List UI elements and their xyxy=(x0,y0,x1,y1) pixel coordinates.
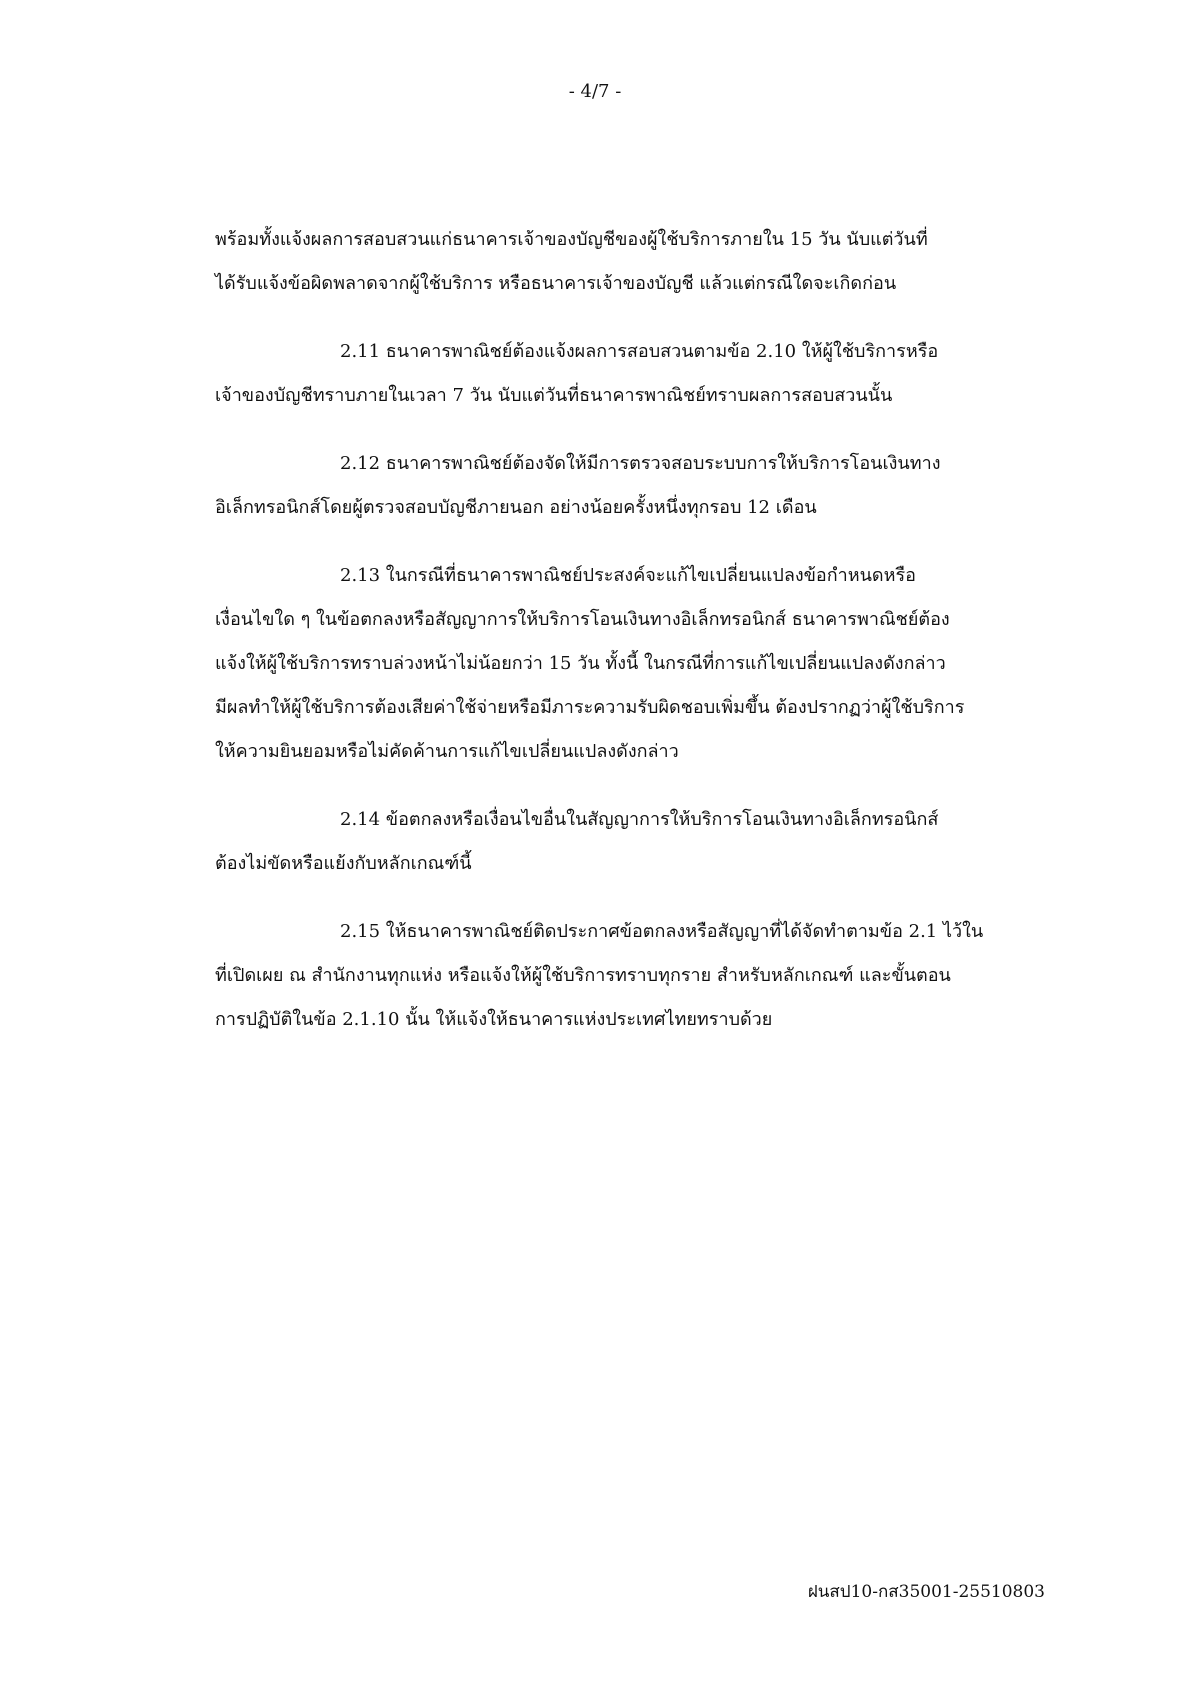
paragraph-line: เจ้าของบัญชีทราบภายในเวลา 7 วัน นับแต่วันที่ธนาคารพาณิชย์ทราบผลการสอบสวนนั้น xyxy=(215,385,893,406)
paragraph-line: 2.12 ธนาคารพาณิชย์ต้องจัดให้มีการตรวจสอบระบบการให้บริการโอนเงินทาง xyxy=(340,453,941,474)
paragraph-line: การปฏิบัติในข้อ 2.1.10 นั้น ให้แจ้งให้ธนาคารแห่งประเทศไทยทราบด้วย xyxy=(215,1009,773,1030)
paragraph-line: ให้ความยินยอมหรือไม่คัดค้านการแก้ไขเปลี่ยนแปลงดังกล่าว xyxy=(215,741,679,762)
document-body xyxy=(215,218,1045,1042)
paragraph-line: 2.14 ข้อตกลงหรือเงื่อนไขอื่นในสัญญาการให้บริการโอนเงินทางอิเล็กทรอนิกส์ xyxy=(340,809,939,830)
paragraph-line: 2.13 ในกรณีที่ธนาคารพาณิชย์ประสงค์จะแก้ไขเปลี่ยนแปลงข้อกำหนดหรือ xyxy=(340,565,916,586)
paragraph-line: ได้รับแจ้งข้อผิดพลาดจากผู้ใช้บริการ หรือธนาคารเจ้าของบัญชี แล้วแต่กรณีใดจะเกิดก่อน xyxy=(215,273,897,294)
document-code: ฝนสป10-กส35001-25510803 xyxy=(807,1582,1045,1602)
paragraph-line: ต้องไม่ขัดหรือแย้งกับหลักเกณฑ์นี้ xyxy=(215,853,472,874)
paragraph-continuation xyxy=(215,218,1045,306)
paragraph-line: 2.11 ธนาคารพาณิชย์ต้องแจ้งผลการสอบสวนตามข้อ 2.10 ให้ผู้ใช้บริการหรือ xyxy=(340,341,939,362)
paragraph-2-14 xyxy=(215,798,1045,886)
paragraph-line: เงื่อนไขใด ๆ ในข้อตกลงหรือสัญญาการให้บริการโอนเงินทางอิเล็กทรอนิกส์ ธนาคารพาณิชย์ต้อง xyxy=(215,609,950,630)
paragraph-line: อิเล็กทรอนิกส์โดยผู้ตรวจสอบบัญชีภายนอก อย่างน้อยครั้งหนึ่งทุกรอบ 12 เดือน xyxy=(215,497,817,518)
page-number: - 4/7 - xyxy=(568,81,622,102)
paragraph-line: แจ้งให้ผู้ใช้บริการทราบล่วงหน้าไม่น้อยกว่า 15 วัน ทั้งนี้ ในกรณีที่การแก้ไขเปลี่ยนแปลงดังกล่าว xyxy=(215,653,946,674)
paragraph-line: พร้อมทั้งแจ้งผลการสอบสวนแก่ธนาคารเจ้าของบัญชีของผู้ใช้บริการภายใน 15 วัน นับแต่วันที่ xyxy=(215,229,928,250)
paragraph-line: ที่เปิดเผย ณ สำนักงานทุกแห่ง หรือแจ้งให้ผู้ใช้บริการทราบทุกราย สำหรับหลักเกณฑ์ และขั้นตอน xyxy=(215,965,951,986)
paragraph-2-11 xyxy=(215,330,1045,418)
paragraph-2-12 xyxy=(215,442,1045,530)
paragraph-2-13 xyxy=(215,554,1045,774)
paragraph-line: มีผลทำให้ผู้ใช้บริการต้องเสียค่าใช้จ่ายหรือมีภาระความรับผิดชอบเพิ่มขึ้น ต้องปรากฏว่าผู้ใช้บริการ xyxy=(215,697,965,718)
paragraph-line: 2.15 ให้ธนาคารพาณิชย์ติดประกาศข้อตกลงหรือสัญญาที่ได้จัดทำตามข้อ 2.1 ไว้ใน xyxy=(340,921,984,942)
paragraph-2-15 xyxy=(215,910,1045,1042)
